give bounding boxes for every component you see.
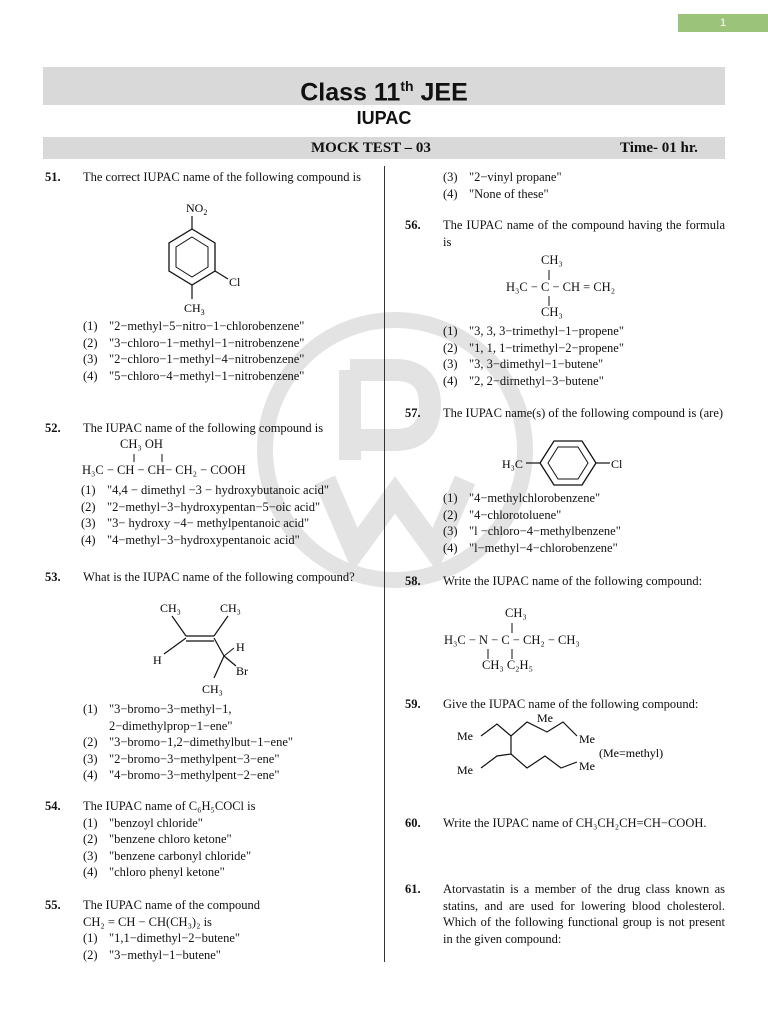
option-number: (3)	[83, 848, 98, 863]
svg-text:CH₃: CH₃	[160, 601, 181, 615]
column-divider	[384, 166, 385, 962]
q53-options	[45, 701, 363, 784]
option-number: (3)	[83, 352, 98, 366]
q56-formula: H₃C − C − CH = CH₂	[506, 280, 616, 294]
option-text: "l−methyl−4−chlorobenzene"	[469, 540, 618, 555]
option-item	[443, 490, 725, 507]
q53-structure	[148, 598, 258, 698]
svg-text:Br: Br	[236, 664, 248, 678]
option-text: "benzene carbonyl chloride"	[109, 848, 252, 863]
page-subtitle: IUPAC	[356, 108, 412, 128]
option-text: "2−methyl−3−hydroxypentan−5−oic acid"	[107, 499, 321, 514]
option-text: "4−bromo−3−methylpent−2−ene"	[109, 768, 280, 782]
svg-text:NO2: $NO_2$	[186, 201, 208, 217]
option-item	[83, 930, 363, 947]
option-text: "1,1−dimethyl−2−butene"	[109, 931, 240, 945]
option-text: "3− hydroxy −4− methylpentanoic acid"	[107, 516, 310, 530]
option-item	[83, 335, 363, 352]
option-text: "benzene chloro ketone"	[109, 832, 232, 846]
option-item	[443, 323, 725, 340]
svg-text:CH₃: CH₃	[220, 601, 241, 615]
svg-text:Me: Me	[457, 729, 473, 743]
option-number: (2)	[83, 832, 98, 846]
option-item	[83, 701, 363, 734]
option-number: (4)	[83, 865, 98, 879]
question-61: 61. Atorvastatin is a member of the drug class known as statins, and are used for lowering blood cholesterol. Which of the following functional group is not present in the given compound:	[405, 882, 725, 946]
option-item	[81, 515, 375, 532]
option-item	[81, 482, 375, 499]
option-number: (4)	[81, 532, 96, 547]
question-54: 54. The IUPAC name of C₆H₅COCl is (1) "benzoyl chloride" (2) "benzene chloro ketone" (3) "benzene carbonyl chloride" (4) "chloro phenyl ketone"	[45, 798, 363, 881]
svg-text:Me: Me	[579, 732, 595, 746]
option-item	[81, 499, 375, 516]
question-51: 51. The correct IUPAC name of the following compound is	[45, 170, 361, 184]
option-item	[83, 318, 363, 335]
option-number: (3)	[83, 751, 98, 766]
option-item	[83, 831, 363, 848]
svg-text:Me: Me	[579, 759, 595, 773]
svg-text:CH3: $CH_3$	[184, 301, 205, 317]
question-58: 58. Write the IUPAC name of the following compound:	[405, 574, 703, 588]
mock-test-bar	[43, 137, 725, 159]
test-time: Time- 01 hr.	[620, 140, 698, 156]
option-text: "4,4 − dimethyl −3 − hydroxybutanoic acid"	[107, 483, 329, 497]
svg-text:H: H	[236, 640, 245, 654]
option-item	[83, 751, 363, 768]
option-text: "4−methylchlorobenzene"	[469, 491, 601, 505]
option-text: "3, 3, 3−trimethyl−1−propene"	[469, 324, 624, 338]
option-item	[83, 864, 363, 881]
option-number: (2)	[83, 335, 98, 350]
option-item	[81, 532, 375, 549]
option-item	[443, 340, 725, 357]
option-item	[83, 368, 363, 385]
svg-text:Me: Me	[457, 763, 473, 777]
option-item	[83, 947, 363, 964]
question-56: 56. The IUPAC name of the compound having the formula is	[405, 218, 725, 249]
option-number: (1)	[443, 324, 458, 338]
option-text: "3−methyl−1−butene"	[109, 947, 221, 962]
option-number: (4)	[443, 373, 458, 388]
option-item	[443, 507, 725, 524]
option-text: "3, 3−dimethyl−1−butene"	[469, 357, 604, 371]
option-item	[83, 351, 363, 368]
option-text: "chloro phenyl ketone"	[109, 865, 225, 879]
option-text: "2−chloro−1−methyl−4−nitrobenzene"	[109, 352, 305, 366]
option-text: "4−chlorotoluene"	[469, 507, 562, 522]
option-text: "2−methyl−5−nitro−1−chlorobenzene"	[109, 319, 305, 333]
option-number: (4)	[443, 540, 458, 555]
option-item	[443, 540, 725, 557]
option-text: "1, 1, 1−trimethyl−2−propene"	[469, 340, 624, 355]
option-item	[443, 373, 725, 390]
q56-options	[405, 323, 725, 389]
q52-formula-top: CH₃ OH	[120, 437, 163, 451]
q52-formula: H₃C − CH − CH− CH₂ − COOH	[82, 463, 246, 477]
option-text: "2−vinyl propane"	[469, 170, 562, 184]
question-52: 52. The IUPAC name of the following compound is	[45, 421, 324, 435]
question-60: 60. Write the IUPAC name of CH₃CH₂CH=CH−COOH.	[405, 816, 707, 830]
page-title: Class 11th JEE	[43, 67, 725, 105]
question-55: 55. The IUPAC name of the compound CH₂ = CH − CH(CH₃)₂ is (1) "1,1−dimethyl−2−butene" (2) "3−methyl−1−butene"	[45, 897, 363, 963]
test-name: MOCK TEST – 03	[311, 140, 431, 156]
option-text: "benzoyl chloride"	[109, 815, 203, 830]
option-number: (2)	[443, 340, 458, 355]
option-text: "3−bromo−1,2−dimethylbut−1−ene"	[109, 735, 293, 749]
option-number: (1)	[83, 815, 98, 830]
option-number: (1)	[81, 483, 96, 497]
q57-options	[405, 490, 725, 556]
svg-text:H₃C: H₃C	[502, 457, 523, 471]
q51-options	[45, 318, 363, 384]
option-item	[443, 186, 725, 203]
option-number: (2)	[83, 735, 98, 749]
svg-text:Cl: Cl	[229, 275, 241, 289]
option-number: (1)	[443, 491, 458, 505]
option-number: (1)	[83, 931, 98, 945]
q58-formula: H₃C − N − C − CH₂ − CH₃	[444, 633, 580, 647]
option-text: "5−chloro−4−methyl−1−nitrobenzene"	[109, 368, 305, 383]
option-number: (2)	[83, 947, 98, 962]
option-text: "3−bromo−3−methyl−1, 2−dimethylprop−1−ene"	[109, 702, 233, 733]
option-text: "2−bromo−3−methylpent−3−ene"	[109, 751, 280, 766]
option-text: "l −chloro−4−methylbenzene"	[469, 524, 621, 538]
svg-text:(Me=methyl): (Me=methyl)	[599, 746, 664, 760]
option-item	[443, 169, 725, 186]
q55-options-continued	[405, 169, 725, 202]
page-number: 1	[678, 14, 768, 32]
option-number: (4)	[83, 768, 98, 782]
option-item	[83, 815, 363, 832]
option-number: (4)	[443, 186, 458, 201]
option-text: "3−chloro−1−methyl−1−nitrobenzene"	[109, 335, 305, 350]
option-number: (2)	[443, 507, 458, 522]
q52-options	[45, 482, 375, 548]
svg-text:Cl: Cl	[611, 457, 623, 471]
svg-text:CH₃: CH₃	[202, 682, 223, 696]
option-number: (3)	[443, 357, 458, 371]
option-item	[443, 523, 725, 540]
svg-text:Me: Me	[537, 711, 553, 725]
question-59: 59. Give the IUPAC name of the following compound:	[405, 697, 699, 711]
option-item	[83, 848, 363, 865]
option-item	[83, 767, 363, 784]
option-number: (3)	[443, 524, 458, 538]
option-item	[443, 356, 725, 373]
question-53: 53. What is the IUPAC name of the following compound?	[45, 570, 355, 584]
q51-structure	[140, 199, 260, 317]
option-number: (1)	[83, 319, 98, 333]
option-text: "2, 2−dirnethyl−3−butene"	[469, 373, 604, 388]
q57-structure	[502, 437, 632, 489]
option-item	[83, 734, 363, 751]
q59-skeletal-structure	[455, 710, 705, 782]
question-57: 57. The IUPAC name(s) of the following compound is (are)	[405, 406, 724, 420]
option-number: (3)	[81, 516, 96, 530]
option-text: "4−methyl−3−hydroxypentanoic acid"	[107, 532, 300, 547]
svg-text:H: H	[153, 653, 162, 667]
option-number: (2)	[81, 499, 96, 514]
option-number: (4)	[83, 368, 98, 383]
option-text: "None of these"	[469, 186, 549, 201]
option-number: (1)	[83, 702, 98, 716]
option-number: (3)	[443, 170, 458, 184]
